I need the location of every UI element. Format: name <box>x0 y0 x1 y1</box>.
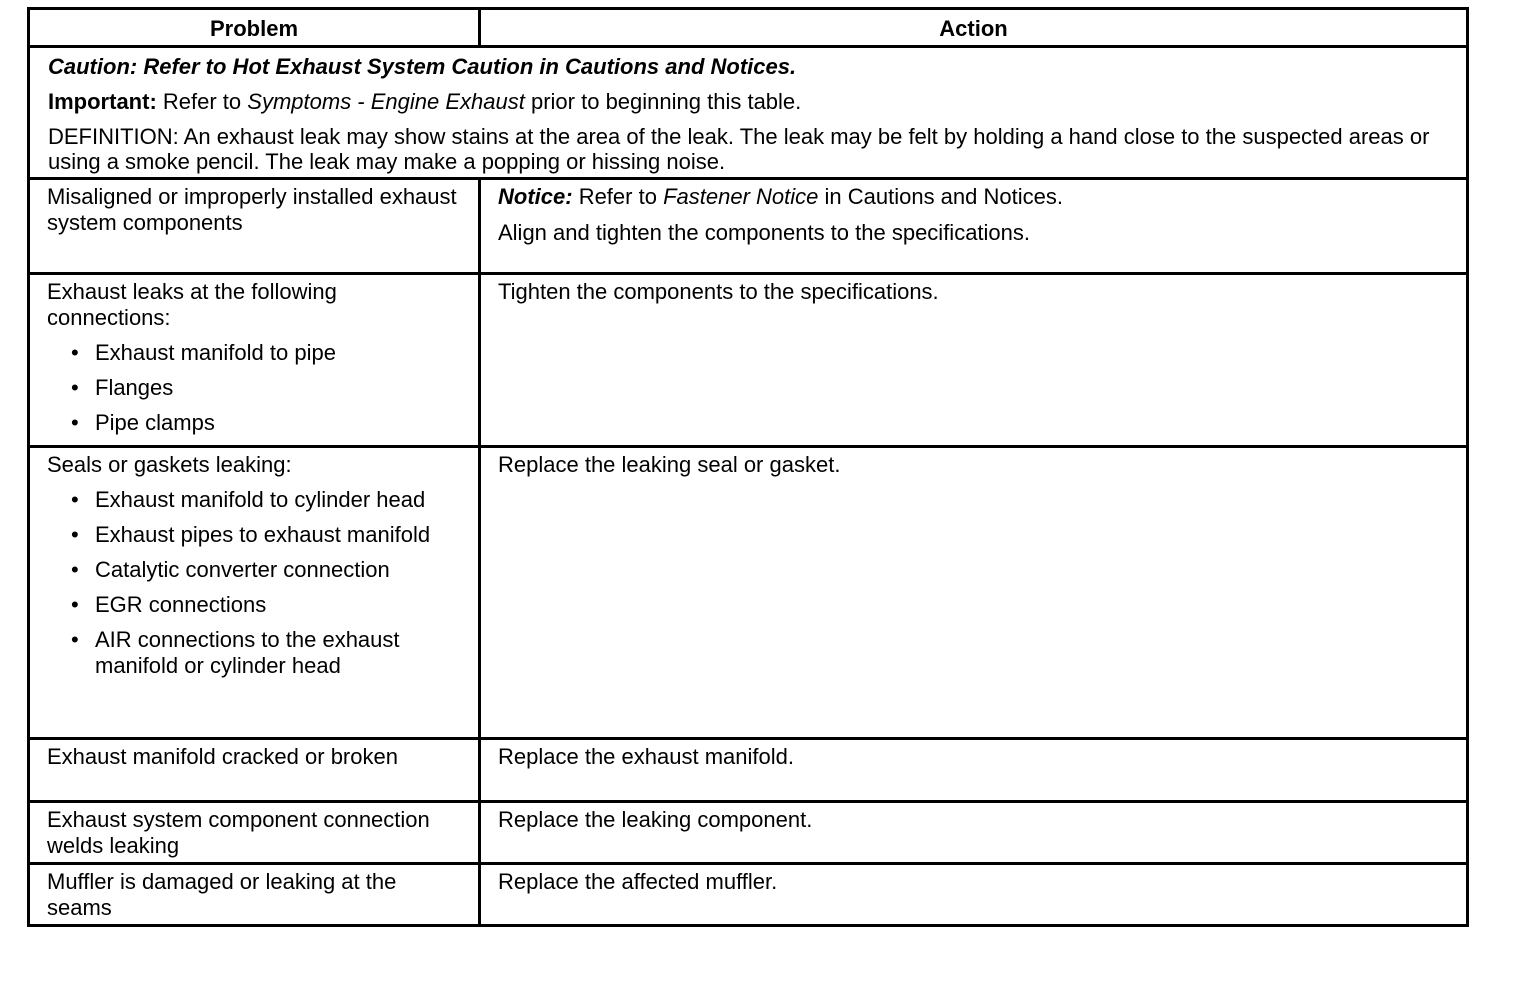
problem-cell: Exhaust leaks at the following connections: • Exhaust manifold to pipe • Flanges • Pipe clamps <box>30 275 478 436</box>
problem-cell: Exhaust manifold cracked or broken <box>47 744 398 769</box>
table-row <box>29 802 1468 864</box>
problem-cell: Muffler is damaged or leaking at the seams <box>47 869 397 920</box>
list-item: • AIR connections to the exhaust manifold or cylinder head <box>47 627 460 679</box>
action-cell: Replace the affected muffler. <box>498 869 778 894</box>
action-cell: Replace the exhaust manifold. <box>498 744 794 769</box>
list-item: • Catalytic converter connection <box>47 557 460 583</box>
action-header: Action <box>480 9 1468 47</box>
problem-cell: Misaligned or improperly installed exhaust system components <box>47 184 457 235</box>
table-row <box>29 447 1468 739</box>
table-row <box>29 739 1468 802</box>
table-row <box>29 864 1468 926</box>
caution-text: Caution: Refer to Hot Exhaust System Caution in Cautions and Notices. <box>48 54 797 79</box>
problem-header: Problem <box>29 9 480 47</box>
action-cell: Replace the leaking component. <box>498 807 813 832</box>
diagnostic-table <box>27 7 1469 927</box>
problem-cell: Seals or gaskets leaking: • Exhaust manifold to cylinder head • Exhaust pipes to exhaust manifold • Catalytic converter connection • EGR connections • AIR connections to the exhaust manifold or cylinder head <box>30 448 478 679</box>
action-cell: Notice: Refer to Fastener Notice in Cautions and Notices. Align and tighten the components to the specifications. <box>481 180 1466 246</box>
list-item: • Exhaust manifold to pipe <box>47 340 460 366</box>
important-note: Important: Refer to Symptoms - Engine Exhaust prior to beginning this table. <box>48 89 802 114</box>
action-cell: Tighten the components to the specifications. <box>498 279 939 304</box>
notice-label: Notice: <box>498 184 573 209</box>
table-row <box>29 274 1468 447</box>
definition-text: DEFINITION: An exhaust leak may show stains at the area of the leak. The leak may be felt by holding a hand close to the suspected areas or using a smoke pencil. The leak may make a popping or hissing noise. <box>48 124 1430 174</box>
list-item: • EGR connections <box>47 592 460 618</box>
list-item: • Pipe clamps <box>47 410 460 436</box>
table-row <box>29 179 1468 274</box>
action-cell: Replace the leaking seal or gasket. <box>498 452 841 477</box>
list-item: • Flanges <box>47 375 460 401</box>
intro-row <box>29 47 1468 179</box>
notice-note: Notice: Refer to Fastener Notice in Cautions and Notices. <box>498 184 1063 209</box>
list-item: • Exhaust manifold to cylinder head <box>47 487 460 513</box>
bullet-list <box>47 340 460 436</box>
header-row <box>29 9 1468 47</box>
important-reference: Symptoms - Engine Exhaust <box>247 89 525 114</box>
important-label: Important: <box>48 89 157 114</box>
problem-cell: Exhaust system component connection welds leaking <box>47 807 430 858</box>
notice-reference: Fastener Notice <box>663 184 819 209</box>
bullet-list <box>47 487 460 679</box>
list-item: • Exhaust pipes to exhaust manifold <box>47 522 460 548</box>
